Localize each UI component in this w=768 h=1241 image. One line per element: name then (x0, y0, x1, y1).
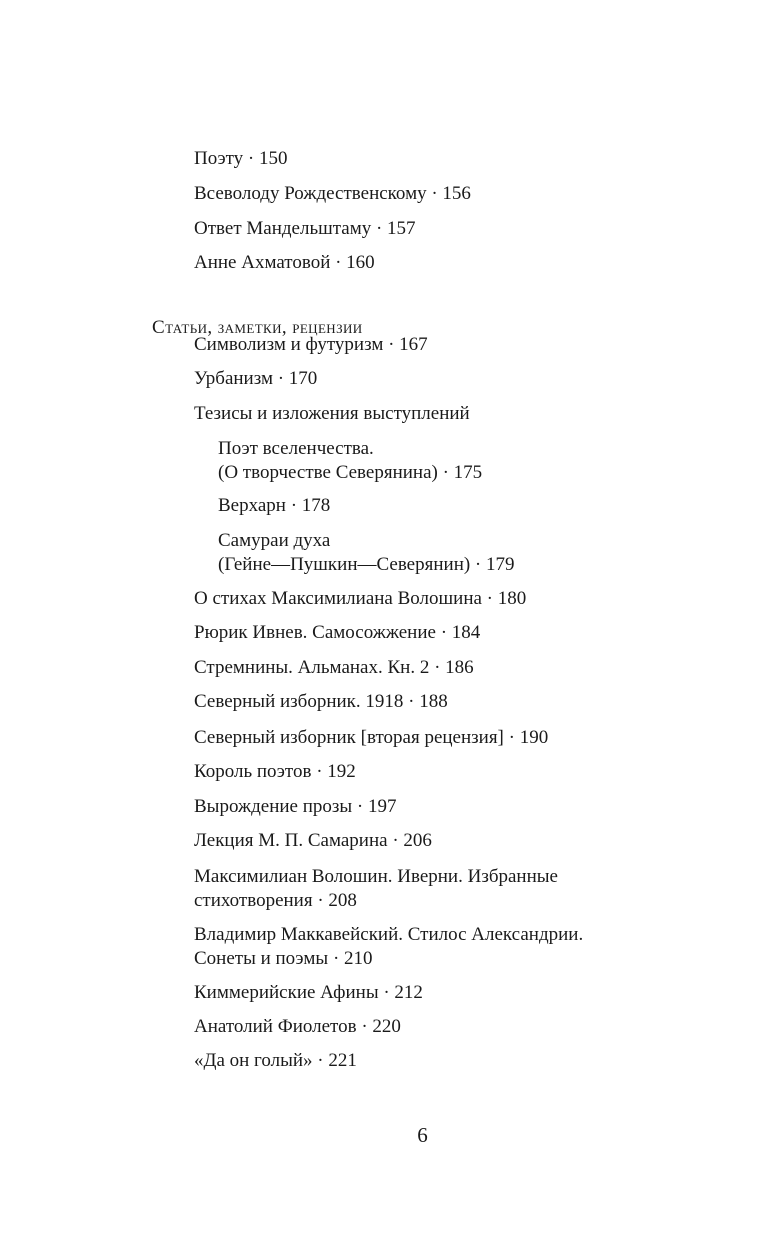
toc-entry: Поэту · 150 (194, 148, 288, 169)
toc-subentry: Поэт вселенчества. (218, 438, 374, 459)
toc-subentry: (О творчестве Северянина) · 175 (218, 462, 483, 483)
toc-entry: Северный изборник [вторая рецензия] · 190 (194, 727, 549, 748)
section-title: Статьи, заметки, рецензии (152, 317, 363, 338)
toc-entry: Король поэтов · 192 (194, 761, 356, 782)
toc-entry: Ответ Мандельштаму · 157 (194, 218, 416, 239)
toc-entry: «Да он голый» · 221 (194, 1050, 357, 1071)
toc-entry: Символизм и футуризм · 167 (194, 334, 428, 355)
toc-entry: Тезисы и изложения выступлений (194, 403, 470, 424)
toc-entry: О стихах Максимилиана Волошина · 180 (194, 588, 527, 609)
toc-entry: Максимилиан Волошин. Иверни. Избранные (194, 866, 558, 887)
toc-subentry: Самураи духа (218, 530, 331, 551)
toc-entry: стихотворения · 208 (194, 890, 357, 911)
toc-entry: Сонеты и поэмы · 210 (194, 948, 373, 969)
toc-subentry: Верхарн · 178 (218, 495, 331, 516)
toc-entry: Вырождение прозы · 197 (194, 796, 397, 817)
toc-entry: Анне Ахматовой · 160 (194, 252, 375, 273)
page-number: 6 (417, 1123, 428, 1147)
toc-entry: Стремнины. Альманах. Кн. 2 · 186 (194, 657, 474, 678)
toc-entry: Всеволоду Рождественскому · 156 (194, 183, 471, 204)
toc-entry: Владимир Маккавейский. Стилос Александрии. (194, 924, 584, 945)
toc-subentry: (Гейне—Пушкин—Северянин) · 179 (218, 554, 515, 575)
toc-entry: Киммерийские Афины · 212 (194, 982, 423, 1003)
toc-entry: Рюрик Ивнев. Самосожжение · 184 (194, 622, 481, 643)
toc-entry: Урбанизм · 170 (194, 368, 318, 389)
toc-entry: Северный изборник. 1918 · 188 (194, 691, 448, 712)
toc-entry: Лекция М. П. Самарина · 206 (194, 830, 432, 851)
toc-entry: Анатолий Фиолетов · 220 (194, 1016, 401, 1037)
